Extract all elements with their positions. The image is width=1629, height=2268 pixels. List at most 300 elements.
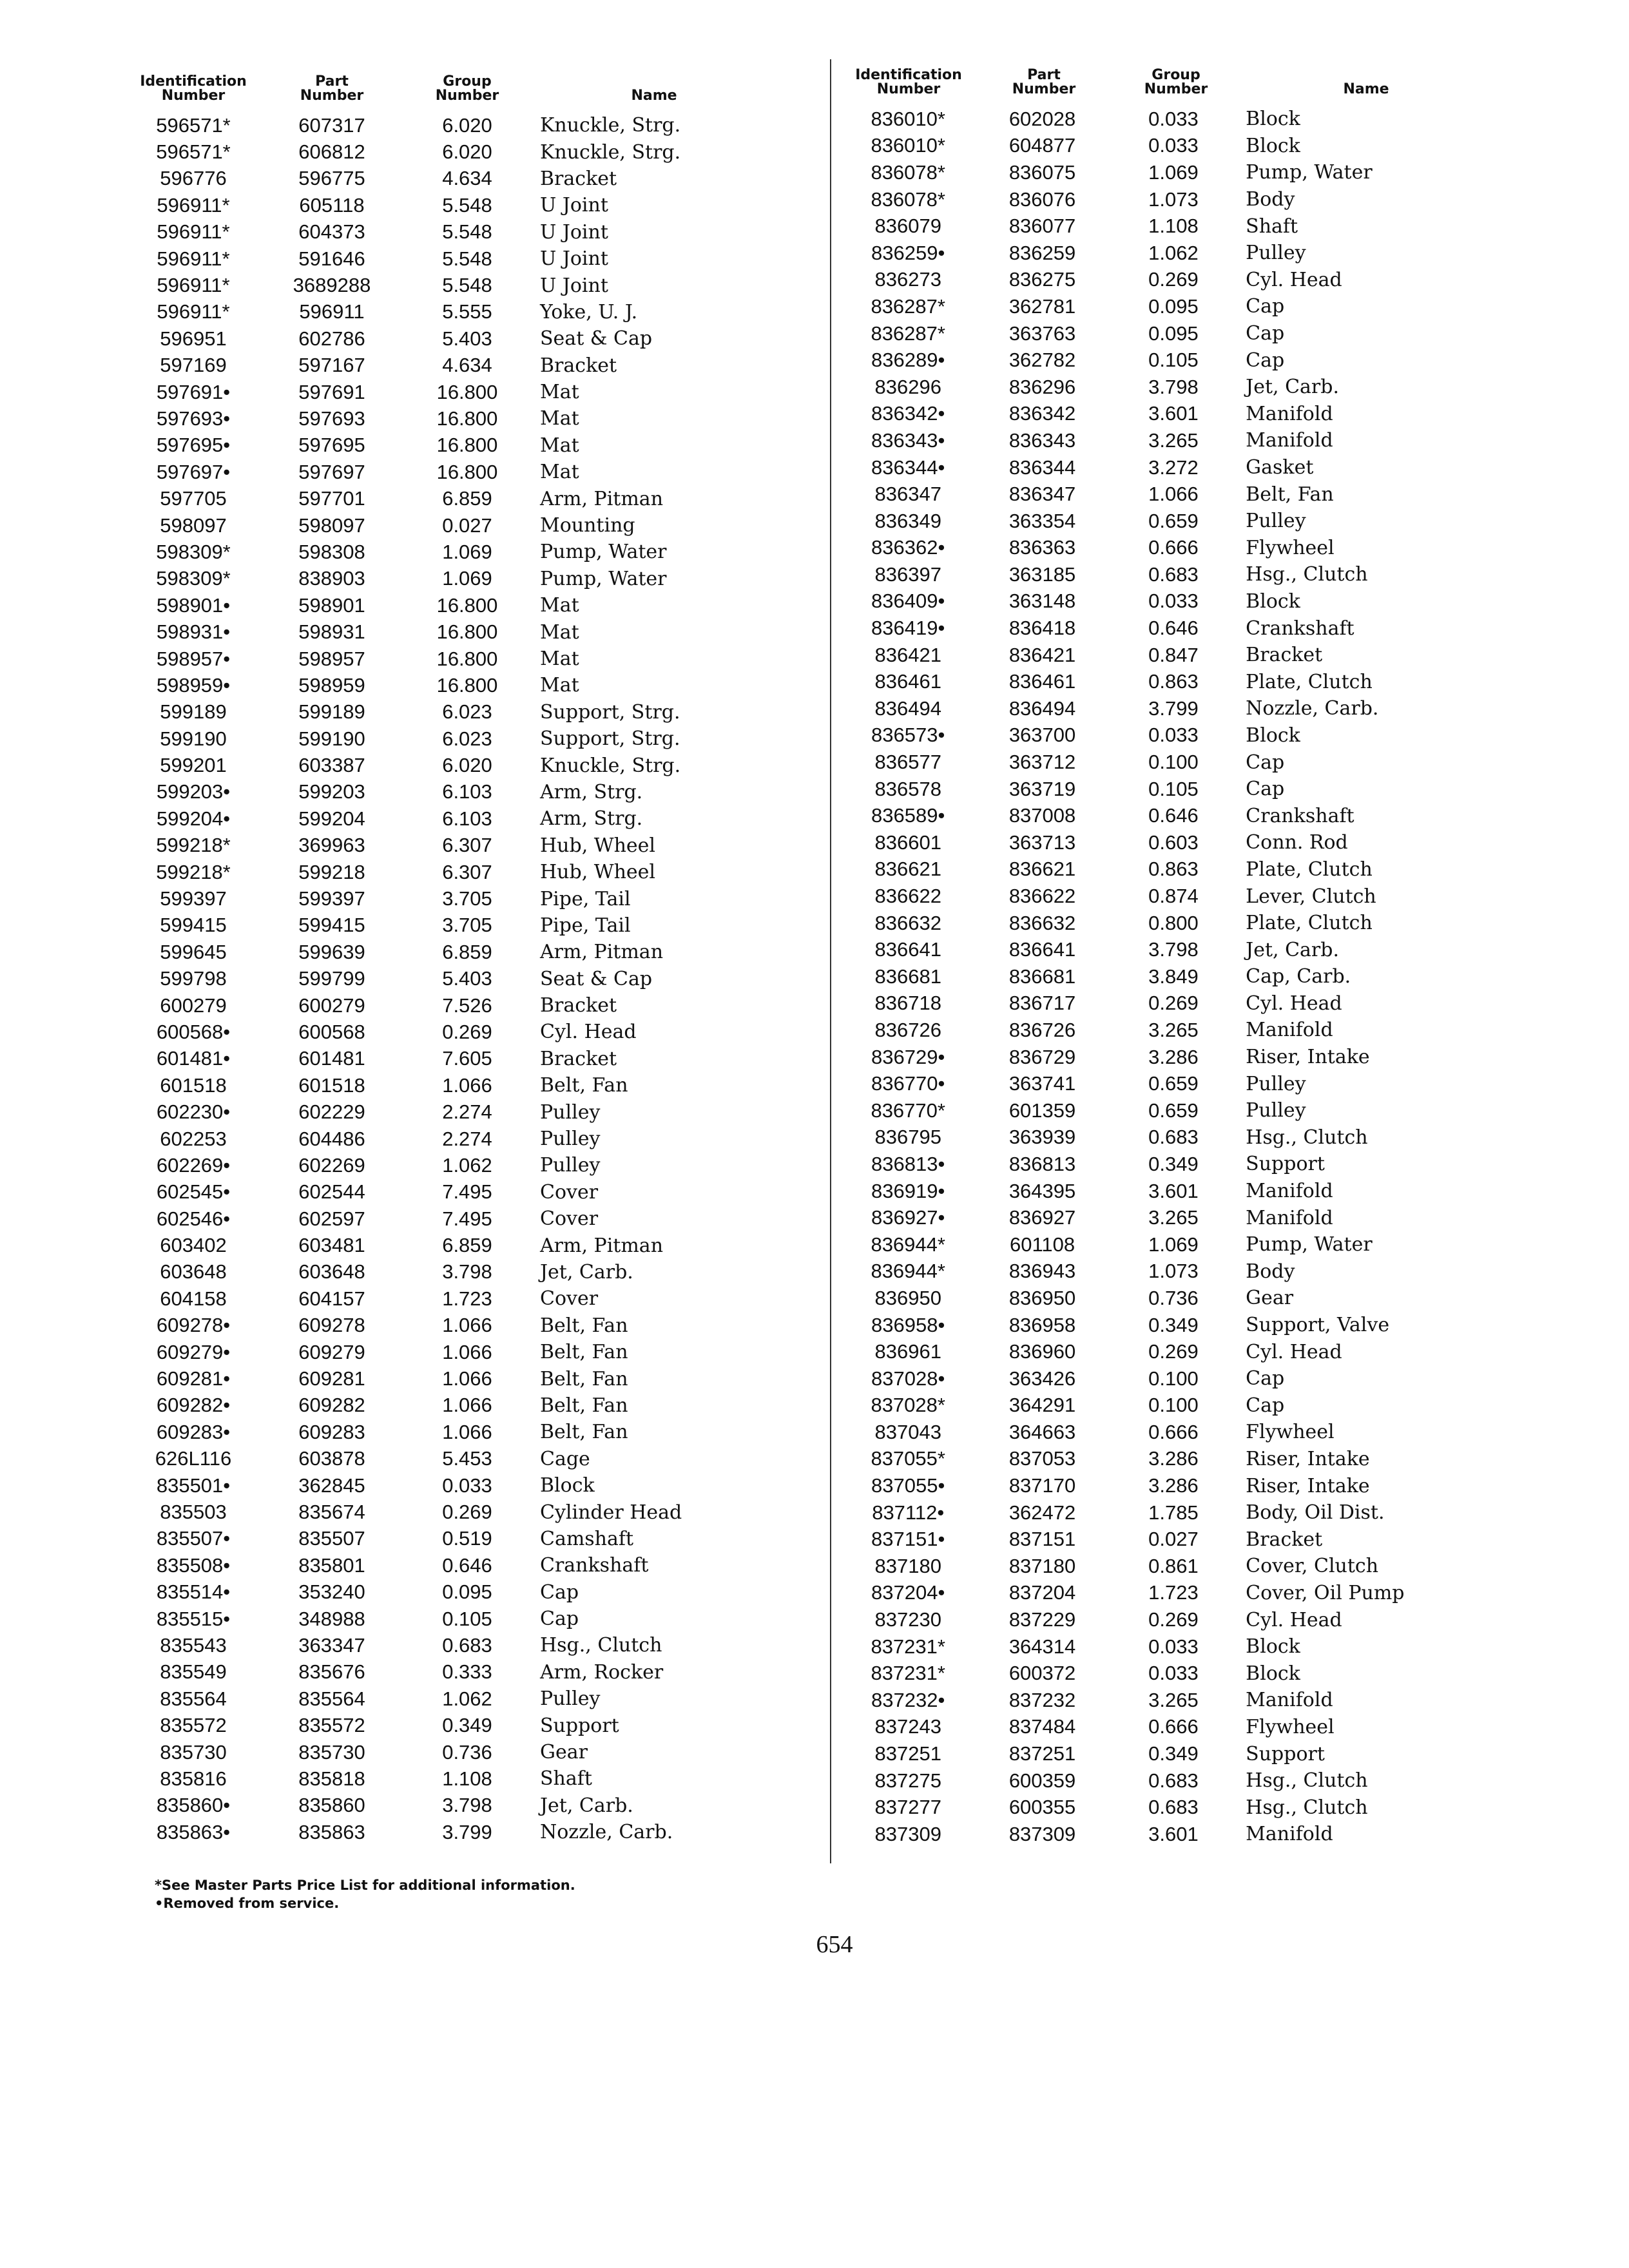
table-row	[129, 699, 793, 726]
identification-number-cell: 600279	[160, 994, 227, 1017]
part-number-cell: 835674	[298, 1501, 365, 1523]
table-row	[844, 267, 1501, 294]
table-row	[129, 1765, 793, 1792]
name-cell: Body, Oil Dist.	[1246, 1501, 1385, 1524]
table-row	[129, 485, 793, 512]
part-number-cell: 600372	[1008, 1662, 1076, 1685]
table-row	[129, 1126, 793, 1152]
part-number-cell: 836421	[1008, 643, 1076, 666]
name-cell: Mat	[540, 461, 579, 484]
table-row	[129, 1019, 793, 1045]
identification-number-cell: 836813•	[871, 1152, 945, 1175]
table-row	[129, 1446, 793, 1472]
name-cell: Belt, Fan	[540, 1341, 628, 1364]
group-number-cell: 3.601	[1148, 1179, 1199, 1202]
table-row	[844, 1365, 1501, 1392]
identification-number-cell: 596951	[160, 327, 227, 350]
group-number-cell: 0.683	[1148, 1769, 1199, 1792]
identification-number-cell: 836397	[874, 562, 941, 586]
identification-number-cell: 602546•	[156, 1207, 231, 1230]
part-number-cell: 599397	[298, 887, 365, 910]
group-number-cell: 1.108	[1148, 215, 1199, 238]
group-number-cell: 1.108	[442, 1767, 492, 1790]
part-number-cell: 599639	[298, 940, 365, 963]
group-number-cell: 0.095	[442, 1581, 492, 1604]
identification-number-cell: 836419•	[871, 617, 945, 640]
group-number-cell: 0.033	[1148, 590, 1199, 613]
group-number-cell: 1.066	[442, 1394, 492, 1417]
part-number-cell: 836622	[1008, 885, 1076, 908]
table-row	[129, 992, 793, 1019]
name-cell: Jet, Carb.	[1246, 938, 1340, 961]
group-number-cell: 3.272	[1148, 456, 1199, 479]
name-cell: Mat	[540, 648, 579, 670]
name-cell: Seat & Cap	[540, 967, 653, 990]
group-number-cell: 0.861	[1148, 1554, 1199, 1577]
group-number-cell: 0.659	[1148, 1072, 1199, 1095]
identification-number-cell: 602269•	[156, 1153, 231, 1177]
name-cell: Cap	[1246, 1367, 1285, 1390]
name-cell: Belt, Fan	[540, 1074, 628, 1097]
group-number-cell: 3.705	[442, 914, 492, 937]
name-cell: Block	[1246, 724, 1300, 747]
table-row	[844, 1499, 1501, 1526]
table-row	[844, 1687, 1501, 1714]
identification-number-cell: 836461	[874, 670, 941, 693]
part-number-cell: 364291	[1008, 1394, 1076, 1417]
part-number-cell: 836632	[1008, 911, 1076, 934]
table-row	[129, 726, 793, 752]
table-row	[129, 432, 793, 459]
group-number-cell: 0.027	[1148, 1528, 1199, 1551]
part-number-cell: 838903	[298, 567, 365, 590]
table-row	[129, 966, 793, 992]
table-row	[844, 936, 1501, 963]
name-cell: Support	[1246, 1742, 1325, 1765]
identification-number-cell: 836622	[874, 885, 941, 908]
table-row	[129, 1419, 793, 1445]
part-number-cell: 836461	[1008, 670, 1076, 693]
name-cell: Plate, Clutch	[1246, 858, 1373, 881]
table-header	[129, 57, 793, 103]
identification-number-cell: 601481•	[156, 1047, 231, 1070]
group-number-cell: 0.683	[1148, 562, 1199, 586]
identification-number-cell: 835816	[160, 1767, 227, 1790]
table-row	[844, 1633, 1501, 1660]
header-group-number: Group Number	[1144, 67, 1208, 97]
group-number-cell: 6.023	[442, 700, 492, 724]
group-number-cell: 16.800	[436, 380, 498, 403]
name-cell: Cylinder Head	[540, 1501, 682, 1524]
table-row	[844, 240, 1501, 267]
part-number-cell: 836621	[1008, 858, 1076, 881]
part-number-cell: 603648	[298, 1260, 365, 1283]
group-number-cell: 0.683	[1148, 1796, 1199, 1819]
identification-number-cell: 836343•	[871, 428, 945, 452]
group-number-cell: 3.798	[442, 1260, 492, 1283]
group-number-cell: 0.333	[442, 1660, 492, 1684]
name-cell: Cyl. Head	[540, 1021, 637, 1044]
name-cell: Support, Valve	[1246, 1314, 1390, 1337]
name-cell: Pulley	[540, 1154, 601, 1177]
name-cell: Manifold	[1246, 1206, 1333, 1229]
group-number-cell: 0.105	[1148, 777, 1199, 800]
group-number-cell: 3.849	[1148, 965, 1199, 988]
identification-number-cell: 836362•	[871, 536, 945, 559]
table-row	[129, 1499, 793, 1525]
group-number-cell: 1.073	[1148, 1260, 1199, 1283]
identification-number-cell: 837243	[874, 1715, 941, 1738]
identification-number-cell: 836342•	[871, 402, 945, 425]
identification-number-cell: 836421	[874, 643, 941, 666]
identification-number-cell: 602230•	[156, 1100, 231, 1124]
identification-number-cell: 596911*	[157, 300, 230, 323]
identification-number-cell: 835572	[160, 1714, 227, 1737]
header-group-number: Group Number	[435, 73, 499, 104]
part-number-cell: 597167	[298, 354, 365, 377]
identification-number-cell: 598309*	[156, 540, 231, 563]
group-number-cell: 0.269	[1148, 268, 1199, 291]
group-number-cell: 0.105	[442, 1607, 492, 1630]
part-number-cell: 836077	[1008, 215, 1076, 238]
identification-number-cell: 837028•	[871, 1367, 945, 1390]
part-number-cell: 837232	[1008, 1688, 1076, 1711]
identification-number-cell: 836287*	[871, 322, 945, 345]
table-row	[844, 1660, 1501, 1687]
table-row	[844, 1312, 1501, 1339]
part-number-cell: 363719	[1008, 777, 1076, 800]
group-number-cell: 0.666	[1148, 1715, 1199, 1738]
group-number-cell: 1.066	[442, 1340, 492, 1363]
part-number-cell: 601108	[1009, 1233, 1075, 1256]
identification-number-cell: 603402	[160, 1234, 227, 1257]
group-number-cell: 5.548	[442, 193, 492, 216]
name-cell: Support, Strg.	[540, 700, 680, 724]
group-number-cell: 1.723	[1148, 1581, 1199, 1604]
identification-number-cell: 836795	[874, 1126, 941, 1149]
name-cell: Cap	[1246, 349, 1285, 372]
group-number-cell: 16.800	[436, 647, 498, 670]
table-row	[844, 1070, 1501, 1097]
part-number-cell: 836347	[1008, 483, 1076, 506]
identification-number-cell: 836718	[874, 992, 941, 1015]
header-part-number: Part Number	[300, 73, 364, 104]
part-number-cell: 837204	[1008, 1581, 1076, 1604]
name-cell: Belt, Fan	[540, 1394, 628, 1417]
table-row	[129, 219, 793, 245]
table-row	[844, 1714, 1501, 1741]
name-cell: Manifold	[1246, 1689, 1333, 1712]
name-cell: Cover	[540, 1180, 599, 1204]
part-number-cell: 836641	[1008, 938, 1076, 961]
group-number-cell: 1.069	[1148, 1233, 1199, 1256]
table-row	[129, 1312, 793, 1339]
identification-number-cell: 597697•	[156, 460, 231, 483]
identification-number-cell: 604158	[160, 1287, 227, 1310]
part-number-cell: 836418	[1008, 617, 1076, 640]
group-number-cell: 0.863	[1148, 858, 1199, 881]
part-number-cell: 836259	[1008, 241, 1076, 264]
identification-number-cell: 596776	[160, 167, 227, 190]
identification-number-cell: 836078*	[871, 187, 945, 211]
table-row	[844, 668, 1501, 695]
identification-number-cell: 836296	[874, 375, 941, 398]
part-number-cell: 601481	[298, 1047, 365, 1070]
part-number-cell: 836363	[1008, 536, 1076, 559]
identification-number-cell: 836729•	[871, 1045, 945, 1068]
part-number-cell: 597697	[298, 460, 365, 483]
group-number-cell: 16.800	[436, 460, 498, 483]
identification-number-cell: 835730	[160, 1740, 227, 1763]
group-number-cell: 3.799	[442, 1820, 492, 1843]
name-cell: Hsg., Clutch	[1246, 563, 1368, 586]
table-row	[129, 459, 793, 485]
table-row	[129, 405, 793, 432]
group-number-cell: 0.269	[442, 1501, 492, 1523]
part-number-cell: 835860	[298, 1794, 365, 1817]
name-cell: Crankshaft	[1246, 804, 1354, 827]
group-number-cell: 3.798	[1148, 375, 1199, 398]
identification-number-cell: 836079	[874, 215, 941, 238]
identification-number-cell: 835549	[160, 1660, 227, 1684]
part-number-cell: 363741	[1008, 1072, 1076, 1095]
identification-number-cell: 609283•	[156, 1420, 231, 1443]
group-number-cell: 0.269	[1148, 1340, 1199, 1363]
identification-number-cell: 837232•	[871, 1688, 945, 1711]
group-number-cell: 3.286	[1148, 1474, 1199, 1497]
table-row	[844, 1740, 1501, 1767]
name-cell: Flywheel	[1246, 536, 1335, 559]
name-cell: Hsg., Clutch	[540, 1634, 662, 1657]
group-number-cell: 0.847	[1148, 643, 1199, 666]
group-number-cell: 1.069	[442, 540, 492, 563]
name-cell: Arm, Strg.	[540, 807, 643, 831]
name-cell: Bracket	[540, 354, 617, 377]
identification-number-cell: 598901•	[156, 593, 231, 617]
identification-number-cell: 835543	[160, 1633, 227, 1657]
table-row	[129, 1099, 793, 1125]
table-row	[129, 245, 793, 272]
identification-number-cell: 835863•	[156, 1820, 231, 1843]
name-cell: Mat	[540, 407, 579, 430]
group-number-cell: 16.800	[436, 673, 498, 697]
part-number-cell: 598308	[298, 540, 365, 563]
table-row	[129, 1046, 793, 1072]
part-number-cell: 369963	[298, 834, 365, 857]
table-row	[129, 1392, 793, 1419]
table-row	[844, 642, 1501, 669]
group-number-cell: 3.799	[1148, 697, 1199, 720]
name-cell: Pulley	[1246, 242, 1306, 265]
part-number-cell: 599415	[298, 914, 365, 937]
part-number-cell: 835818	[298, 1767, 365, 1790]
table-row	[129, 325, 793, 352]
group-number-cell: 0.683	[442, 1633, 492, 1657]
identification-number-cell: 837151•	[871, 1528, 945, 1551]
group-number-cell: 4.634	[442, 167, 492, 190]
name-cell: Mounting	[540, 514, 635, 537]
group-number-cell: 0.659	[1148, 509, 1199, 532]
table-row	[129, 1072, 793, 1099]
name-cell: Plate, Clutch	[1246, 912, 1373, 935]
name-cell: Cap	[1246, 778, 1285, 801]
table-row	[844, 159, 1501, 186]
name-cell: U Joint	[540, 194, 608, 217]
part-number-cell: 363426	[1008, 1367, 1076, 1390]
part-number-cell: 836960	[1008, 1340, 1076, 1363]
part-number-cell: 602229	[298, 1100, 365, 1124]
part-number-cell: 836275	[1008, 268, 1076, 291]
name-cell: Belt, Fan	[540, 1421, 628, 1444]
table-row	[844, 186, 1501, 213]
part-number-cell: 836681	[1008, 965, 1076, 988]
part-number-cell: 835863	[298, 1820, 365, 1843]
identification-number-cell: 837231*	[871, 1635, 945, 1658]
name-cell: Cyl. Head	[1246, 1608, 1342, 1631]
group-number-cell: 3.265	[1148, 1688, 1199, 1711]
name-cell: Mat	[540, 434, 579, 457]
table-row	[844, 1017, 1501, 1044]
table-row	[129, 1606, 793, 1632]
name-cell: Knuckle, Strg.	[540, 754, 681, 777]
table-row	[844, 535, 1501, 562]
group-number-cell: 0.100	[1148, 1394, 1199, 1417]
footnote-removed: •Removed from service.	[155, 1896, 340, 1911]
group-number-cell: 5.403	[442, 967, 492, 990]
name-cell: Block	[1246, 108, 1300, 131]
name-cell: Hsg., Clutch	[1246, 1796, 1368, 1819]
group-number-cell: 3.286	[1148, 1045, 1199, 1068]
table-row	[129, 832, 793, 859]
group-number-cell: 6.859	[442, 940, 492, 963]
name-cell: Cyl. Head	[1246, 1340, 1342, 1363]
identification-number-cell: 837055*	[871, 1447, 945, 1470]
name-cell: Pulley	[540, 1100, 601, 1124]
group-number-cell: 1.062	[1148, 241, 1199, 264]
identification-number-cell: 601518	[160, 1073, 227, 1097]
name-cell: Pulley	[1246, 1099, 1306, 1122]
part-number-cell: 363700	[1008, 724, 1076, 747]
name-cell: Bracket	[1246, 1528, 1323, 1551]
part-number-cell: 835572	[298, 1714, 365, 1737]
name-cell: Nozzle, Carb.	[1246, 697, 1379, 720]
table-row	[129, 1739, 793, 1765]
part-number-cell: 363763	[1008, 322, 1076, 345]
name-cell: Yoke, U. J.	[540, 300, 638, 323]
name-cell: Mat	[540, 381, 579, 404]
table-body	[844, 106, 1501, 1848]
name-cell: Camshaft	[540, 1527, 634, 1550]
identification-number-cell: 599397	[160, 887, 227, 910]
table-row	[844, 802, 1501, 829]
part-number-cell: 603387	[298, 754, 365, 777]
part-number-cell: 597701	[298, 487, 365, 510]
table-row	[844, 1338, 1501, 1365]
group-number-cell: 6.859	[442, 487, 492, 510]
footnote-master-parts: *See Master Parts Price List for additional information.	[155, 1878, 575, 1893]
identification-number-cell: 836273	[874, 268, 941, 291]
part-number-cell: 599204	[298, 807, 365, 830]
name-cell: Arm, Pitman	[540, 487, 664, 510]
group-number-cell: 0.666	[1148, 536, 1199, 559]
part-number-cell: 836729	[1008, 1045, 1076, 1068]
part-number-cell: 836726	[1008, 1018, 1076, 1041]
part-number-cell: 602269	[298, 1153, 365, 1177]
name-cell: Pump, Water	[540, 567, 667, 590]
name-cell: Lever, Clutch	[1246, 885, 1376, 908]
name-cell: Pulley	[1246, 1072, 1306, 1095]
table-row	[844, 213, 1501, 240]
name-cell: Bracket	[540, 1047, 617, 1070]
group-number-cell: 0.033	[1148, 134, 1199, 157]
name-cell: Block	[1246, 1635, 1300, 1658]
identification-number-cell: 835514•	[156, 1581, 231, 1604]
part-number-cell: 604486	[298, 1127, 365, 1150]
name-cell: Block	[540, 1474, 595, 1497]
identification-number-cell: 836958•	[871, 1313, 945, 1336]
table-row	[844, 561, 1501, 588]
table-row	[844, 1794, 1501, 1821]
identification-number-cell: 836919•	[871, 1179, 945, 1202]
part-number-cell: 597695	[298, 434, 365, 457]
group-number-cell: 0.095	[1148, 294, 1199, 318]
part-number-cell: 835564	[298, 1687, 365, 1710]
identification-number-cell: 837204•	[871, 1581, 945, 1604]
group-number-cell: 0.033	[1148, 1662, 1199, 1685]
table-row	[129, 1632, 793, 1658]
table-row	[844, 374, 1501, 401]
table-row	[844, 347, 1501, 374]
part-number-cell: 837170	[1008, 1474, 1076, 1497]
name-cell: Cyl. Head	[1246, 992, 1342, 1015]
table-body	[129, 112, 793, 1845]
group-number-cell: 3.798	[1148, 938, 1199, 961]
name-cell: Pulley	[1246, 510, 1306, 533]
identification-number-cell: 836770•	[871, 1072, 945, 1095]
table-row	[844, 481, 1501, 508]
name-cell: Pump, Water	[1246, 161, 1373, 184]
table-row	[129, 1712, 793, 1738]
identification-number-cell: 599189	[160, 700, 227, 724]
table-row	[844, 1204, 1501, 1231]
identification-number-cell: 609282•	[156, 1394, 231, 1417]
header-identification-number: Identification Number	[140, 73, 247, 104]
table-header	[844, 50, 1501, 97]
part-number-cell: 600279	[298, 994, 365, 1017]
name-cell: Manifold	[1246, 429, 1333, 452]
group-number-cell: 3.265	[1148, 1206, 1199, 1229]
name-cell: Shaft	[540, 1767, 592, 1791]
group-number-cell: 5.548	[442, 220, 492, 244]
name-cell: Gear	[540, 1741, 588, 1764]
identification-number-cell: 836078*	[871, 160, 945, 184]
part-number-cell: 836494	[1008, 697, 1076, 720]
part-number-cell: 598931	[298, 620, 365, 644]
identification-number-cell: 836950	[874, 1286, 941, 1309]
group-number-cell: 5.453	[442, 1447, 492, 1470]
table-row	[129, 1339, 793, 1365]
group-number-cell: 0.646	[1148, 617, 1199, 640]
identification-number-cell: 836632	[874, 911, 941, 934]
part-number-cell: 609282	[298, 1394, 365, 1417]
identification-number-cell: 599798	[160, 967, 227, 990]
group-number-cell: 1.066	[442, 1420, 492, 1443]
table-row	[129, 512, 793, 539]
identification-number-cell: 597693•	[156, 407, 231, 430]
part-number-cell: 598097	[298, 514, 365, 537]
identification-number-cell: 836621	[874, 858, 941, 881]
name-cell: Pipe, Tail	[540, 887, 631, 910]
